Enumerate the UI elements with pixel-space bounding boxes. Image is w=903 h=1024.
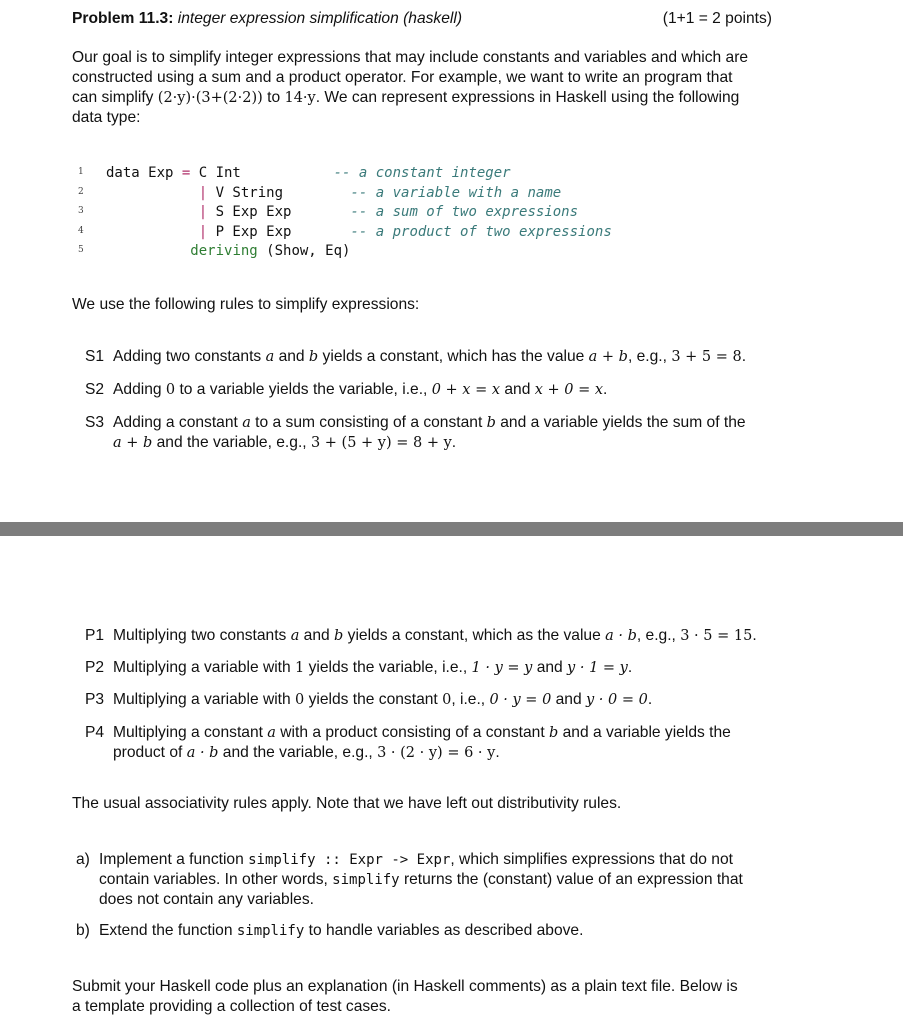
rule-p2: P2 Multiplying a variable with 1 yields the variable, i.e., 1 · y = y and y · 1 = y. (85, 659, 633, 676)
line-number: 1 (78, 167, 84, 177)
submit-instructions: Submit your Haskell code plus an explanation (in Haskell comments) as a plain text file. Below is a template providing a collection of test cases. (72, 978, 738, 1015)
code-line: 5 deriving (Show, Eq) (78, 242, 351, 259)
rule-p4: P4 Multiplying a constant a with a product consisting of a constant b and a variable yields the product of a · b and the variable, e.g., 3 · (2 · y) = 6 · y. (85, 724, 731, 761)
rule-p3: P3 Multiplying a variable with 0 yields the constant 0, i.e., 0 · y = 0 and y · 0 = 0. (85, 691, 653, 708)
rule-s2: S2 Adding 0 to a variable yields the variable, i.e., 0 + x = x and x + 0 = x. (85, 381, 608, 398)
line-number: 5 (78, 245, 84, 255)
code-comment: -- a variable with a name (350, 184, 562, 201)
rule-tag: P3 (85, 691, 105, 708)
rules-intro: We use the following rules to simplify expressions: (72, 296, 420, 313)
rule-s3: S3 Adding a constant a to a sum consisting of a constant b and a variable yields the sum of the a + b and the variable, e.g., 3 + (5 + y) = 8 + y. (85, 414, 746, 451)
rule-tag: S1 (85, 348, 105, 365)
math-expression: 14·y (284, 90, 316, 106)
code-keyword: deriving (190, 242, 258, 259)
code-line: 1 data Exp = C Int -- a constant integer (78, 164, 511, 181)
code-comment: -- a constant integer (333, 164, 511, 181)
math-expression: (2·y)·(3+(2·2)) (157, 90, 263, 106)
line-number: 4 (78, 225, 84, 236)
code-line: 4 | P Exp Exp -- a product of two expressions (78, 223, 612, 240)
points-label: (1+1 = 2 points) (662, 10, 772, 27)
intro-line: can simplify (2·y)·(3+(2·2)) to 14·y. We can represent expressions in Haskell using the following (72, 89, 740, 106)
task-a: a) Implement a function simplify :: Expr -> Expr, which simplifies expressions that do not contain variables. In other words, simplify returns the (constant) value of an expression that does not contain any variables. (76, 851, 743, 908)
intro-line: constructed using a sum and a product operator. For example, we want to write an program that (72, 69, 733, 86)
problem-subtitle: integer expression simplification (haskell) (177, 10, 463, 27)
problem-label: Problem 11.3: (72, 10, 174, 27)
code-comment: -- a product of two expressions (350, 223, 612, 240)
associativity-note: The usual associativity rules apply. Note that we have left out distributivity rules. (72, 795, 622, 812)
rule-tag: P2 (85, 659, 105, 676)
page-divider (0, 522, 903, 536)
inline-code: simplify :: Expr -> Expr (248, 852, 451, 868)
code-comment: -- a sum of two expressions (350, 203, 579, 220)
rule-p1: P1 Multiplying two constants a and b yields a constant, which as the value a · b, e.g., 3 · 5 = 15. (85, 627, 757, 644)
task-tag: b) (76, 922, 90, 939)
intro-paragraph (72, 48, 774, 128)
inline-code: simplify (236, 923, 305, 939)
intro-line: Our goal is to simplify integer expressions that may include constants and variables and which are (72, 49, 749, 66)
rule-tag: P1 (85, 627, 105, 644)
line-number: 2 (78, 186, 84, 197)
task-tag: a) (76, 851, 90, 868)
line-number: 3 (78, 206, 84, 216)
task-b: b) Extend the function simplify to handle variables as described above. (76, 922, 584, 939)
code-line: 2 | V String -- a variable with a name (78, 184, 562, 201)
rule-s1: S1 Adding two constants a and b yields a constant, which has the value a + b, e.g., 3 + 5 = 8. (85, 348, 747, 365)
code-line: 3 | S Exp Exp -- a sum of two expressions (78, 203, 579, 220)
code-listing (78, 163, 612, 261)
rule-tag: S2 (85, 381, 105, 398)
rule-tag: P4 (85, 724, 105, 741)
rule-tag: S3 (85, 414, 105, 431)
intro-line: data type: (72, 109, 141, 126)
inline-code: simplify (332, 872, 400, 888)
